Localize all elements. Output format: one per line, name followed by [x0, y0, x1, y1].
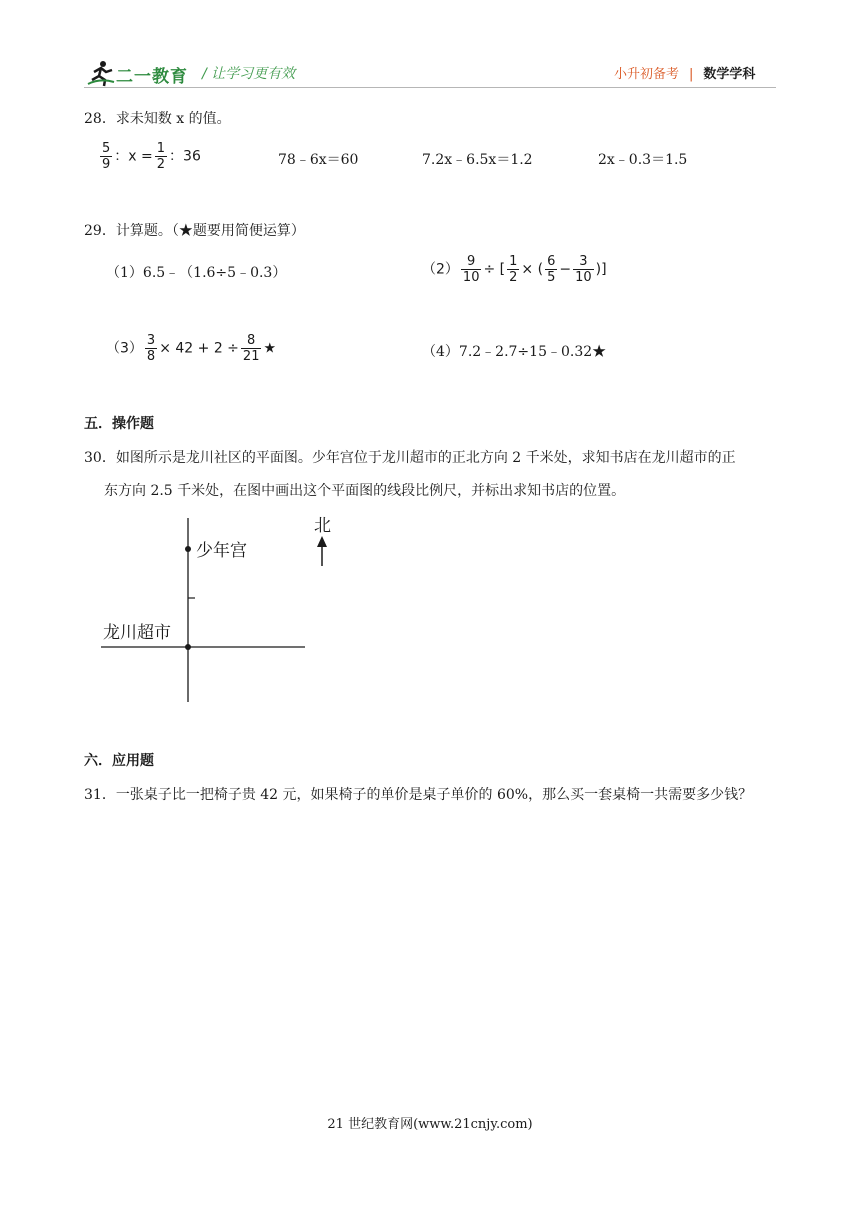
q30-text-line-1: 30．如图所示是龙川社区的平面图。少年宫位于龙川超市的正北方向 2 千米处，求知书店在龙川超市的正: [84, 450, 736, 466]
fraction: $\frac{1}{2}$: [509, 254, 518, 285]
section-5-title: 五．操作题: [84, 416, 154, 432]
q29-problem-4: （4）7.2﹣2.7÷15﹣0.32★: [422, 344, 607, 360]
header-separator: |: [689, 67, 694, 82]
q28-equation-2: 78﹣6x＝60: [278, 152, 359, 168]
section-6-title: 六．应用题: [84, 753, 154, 769]
q29-title: 29．计算题。（★题要用简便运算）: [84, 223, 305, 239]
youth-palace-point: [185, 546, 191, 552]
q28-equation-1: $\frac{5}{9}$ ：x = $\frac{1}{2}$ ：36: [102, 141, 201, 172]
q31-text: 31．一张桌子比一把椅子贵 42 元，如果椅子的单价是桌子单价的 60%，那么买一套桌椅一共需要多少钱？: [84, 787, 753, 803]
north-label: 北: [314, 516, 331, 536]
fraction: $\frac{1}{2}$: [156, 141, 166, 172]
q28-title: 28．求未知数 x 的值。: [84, 111, 231, 127]
q29-problem-1: （1）6.5﹣（1.6÷5﹣0.3）: [106, 265, 287, 281]
header-subject: 数学学科: [703, 67, 756, 82]
q29-problem-3: （3） $\frac{3}{8}$ × 42 + 2 ÷ $\frac{8}{21}$ ★: [106, 333, 277, 364]
q28-equation-4: 2x﹣0.3＝1.5: [598, 152, 688, 168]
logo-text: 二一教育: [116, 67, 188, 87]
fraction: $\frac{6}{5}$: [547, 254, 556, 285]
fraction: $\frac{9}{10}$: [462, 254, 480, 285]
q28-equation-3: 7.2x﹣6.5x＝1.2: [422, 152, 533, 168]
fraction: $\frac{3}{10}$: [575, 254, 592, 285]
page-footer: 21 世纪教育网(www.21cnjy.com): [327, 1117, 533, 1132]
q29-problem-2: （2） $\frac{9}{10}$ ÷ [ $\frac{1}{2}$ × ( $\frac{6}{5}$ − $\frac{3}{10}$ )]: [422, 254, 607, 285]
fraction: $\frac{8}{21}$: [242, 333, 260, 364]
header-right: [614, 63, 755, 82]
header-exam-label: 小升初备考: [614, 67, 680, 82]
fraction: $\frac{3}{8}$: [146, 333, 156, 364]
running-man-icon: [86, 58, 116, 88]
supermarket-point: [185, 644, 191, 650]
brand-logo: [86, 58, 196, 90]
header-slogan: / 让学习更有效: [202, 66, 296, 82]
q30-text-line-2: 东方向 2.5 千米处，在图中画出这个平面图的线段比例尺，并标出求知书店的位置。: [104, 483, 626, 499]
youth-palace-label: 少年宫: [196, 541, 247, 561]
header-divider: [84, 87, 776, 88]
north-arrow-head-icon: [317, 536, 327, 547]
fraction: $\frac{5}{9}$: [102, 141, 111, 172]
supermarket-label: 龙川超市: [103, 623, 171, 643]
